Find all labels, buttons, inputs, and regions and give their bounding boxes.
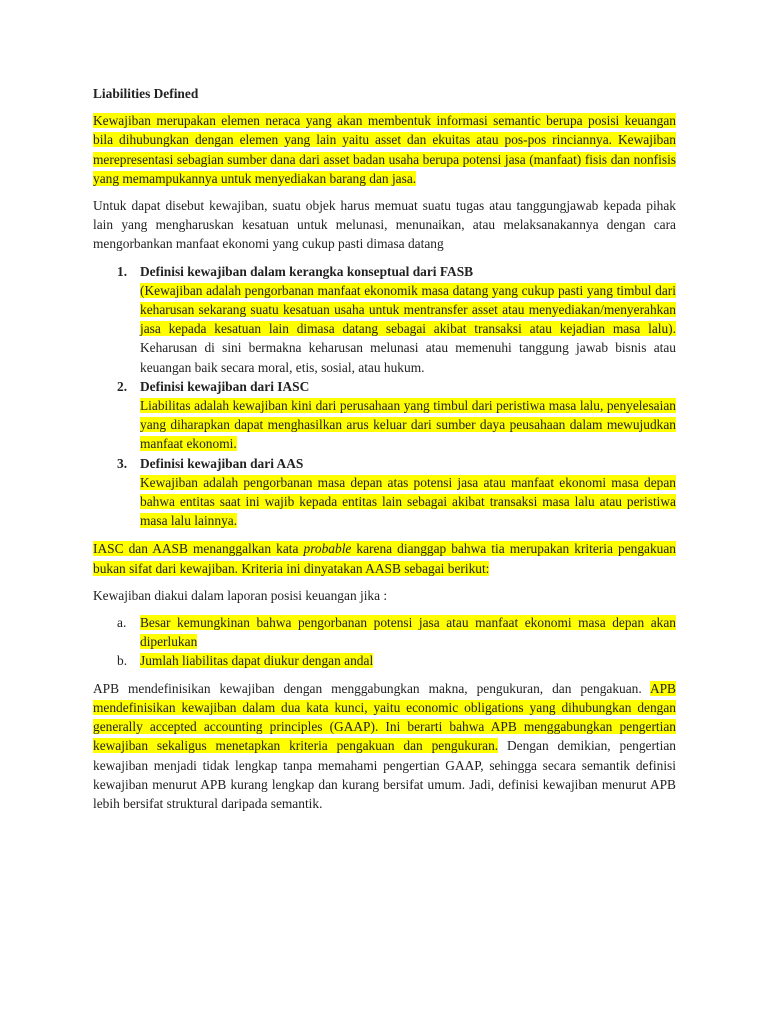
- criteria-list: [93, 613, 676, 671]
- definition-heading: Definisi kewajiban dalam kerangka konseptual dari FASB: [140, 263, 474, 279]
- highlighted-text: Besar kemungkinan bahwa pengorbanan potensi jasa atau manfaat ekonomi masa depan akan diperlukan: [140, 615, 676, 650]
- italic-term: probable: [303, 541, 352, 557]
- definition-body: [140, 281, 676, 377]
- paragraph-apb: [93, 679, 676, 813]
- definition-item-fasb: [93, 262, 676, 377]
- paragraph-intro: [93, 111, 676, 188]
- list-number: 2.: [117, 378, 128, 394]
- highlighted-text: Kewajiban adalah pengorbanan masa depan atas potensi jasa atau manfaat ekonomi masa depan bahwa entitas saat ini wajib kepada entitas lain sebagai akibat transaksi masa lalu atau peristiwa masa lalu lainnya.: [140, 474, 676, 529]
- criteria-item: [93, 613, 676, 651]
- highlighted-text: Kewajiban merupakan elemen neraca yang akan membentuk informasi semantic berupa posisi keuangan bila dihubungkan dengan elemen yang lain yaitu asset dan ekuitas atau pos-pos rinciannya. Kewajiban merepresentasi sebagian sumber dana dari asset badan usaha berupa potensi jasa (manfaat) fisis dan nonfisis yang memampukannya untuk menyediakan barang dan jasa.: [93, 113, 676, 186]
- text-run: APB mendefinisikan kewajiban dengan menggabungkan makna, pengukuran, dan pengakuan.: [93, 680, 650, 696]
- text-run: Dengan demikian, pengertian kewajiban menjadi tidak lengkap tanpa memahami pengertian GAAP, sehingga secara semantik definisi kewajiban menurut APB kurang lengkap dan kurang bersifat umum. Jadi, definisi kewajiban menurut APB lebih bersifat struktural daripada semantik.: [93, 738, 677, 811]
- highlighted-text: [93, 541, 676, 575]
- list-letter: a.: [117, 615, 127, 631]
- section-title: Liabilities Defined: [93, 86, 199, 101]
- list-number: 3.: [117, 455, 128, 471]
- paragraph-iasc-aasb: [93, 539, 676, 577]
- definition-item-aas: [93, 454, 676, 531]
- definition-item-iasc: [93, 377, 676, 454]
- definition-body: [140, 396, 676, 454]
- highlighted-text: (Kewajiban adalah pengorbanan manfaat ekonomik masa datang yang cukup pasti yang timbul dari keharusan sekarang suatu kesatuan usaha untuk mentransfer asset atau menyediakan/menyerahkan jasa kepada kesatuan lain dimasa datang sebagai akibat transaksi atau kejadian masa lalu).: [140, 282, 676, 337]
- definition-heading: Definisi kewajiban dari IASC: [140, 378, 310, 394]
- definition-body-plain: Keharusan di sini bermakna keharusan melunasi atau memenuhi tanggung jawab bisnis atau keuangan baik secara moral, etis, sosial, atau hukum.: [140, 340, 676, 375]
- text-run: IASC dan AASB menanggalkan kata: [93, 541, 304, 557]
- text-run: karena dianggap bahwa tia merupakan kriteria pengakuan bukan sifat dari kewajiban. Kriteria ini dinyatakan AASB sebagai berikut:: [93, 541, 676, 576]
- definition-body: [140, 473, 676, 531]
- definition-heading: Definisi kewajiban dari AAS: [140, 455, 304, 471]
- criteria-item: [93, 651, 676, 670]
- document-body: [93, 84, 676, 821]
- highlighted-text: Liabilitas adalah kewajiban kini dari perusahaan yang timbul dari peristiwa masa lalu, penyelesaian yang diharapkan dapat menghasilkan arus keluar dari sumber daya peusahaan dalam mewujudkan manfaat ekonomi.: [140, 398, 676, 452]
- paragraph-requirement: Untuk dapat disebut kewajiban, suatu objek harus memuat suatu tugas atau tanggungjawab kepada pihak lain yang mengharuskan kesatuan untuk melunasi, menunaikan, atau melaksanakannya dengan cara mengorbankan manfaat ekonomi yang cukup pasti dimasa datang: [93, 198, 676, 252]
- definitions-list: [93, 262, 676, 531]
- highlighted-text: APB mendefinisikan kewajiban dalam dua kata kunci, yaitu economic obligations yang dihubungkan dengan generally accepted accounting principles (GAAP). Ini berarti bahwa APB menggabungkan pengertian kewajiban sekaligus menetapkan kriteria pengakuan dan pengukuran.: [93, 680, 676, 754]
- list-letter: b.: [117, 653, 128, 669]
- highlighted-text: Jumlah liabilitas dapat diukur dengan andal: [140, 653, 374, 669]
- paragraph-recognition: Kewajiban diakui dalam laporan posisi keuangan jika :: [93, 587, 388, 603]
- list-number: 1.: [117, 263, 128, 279]
